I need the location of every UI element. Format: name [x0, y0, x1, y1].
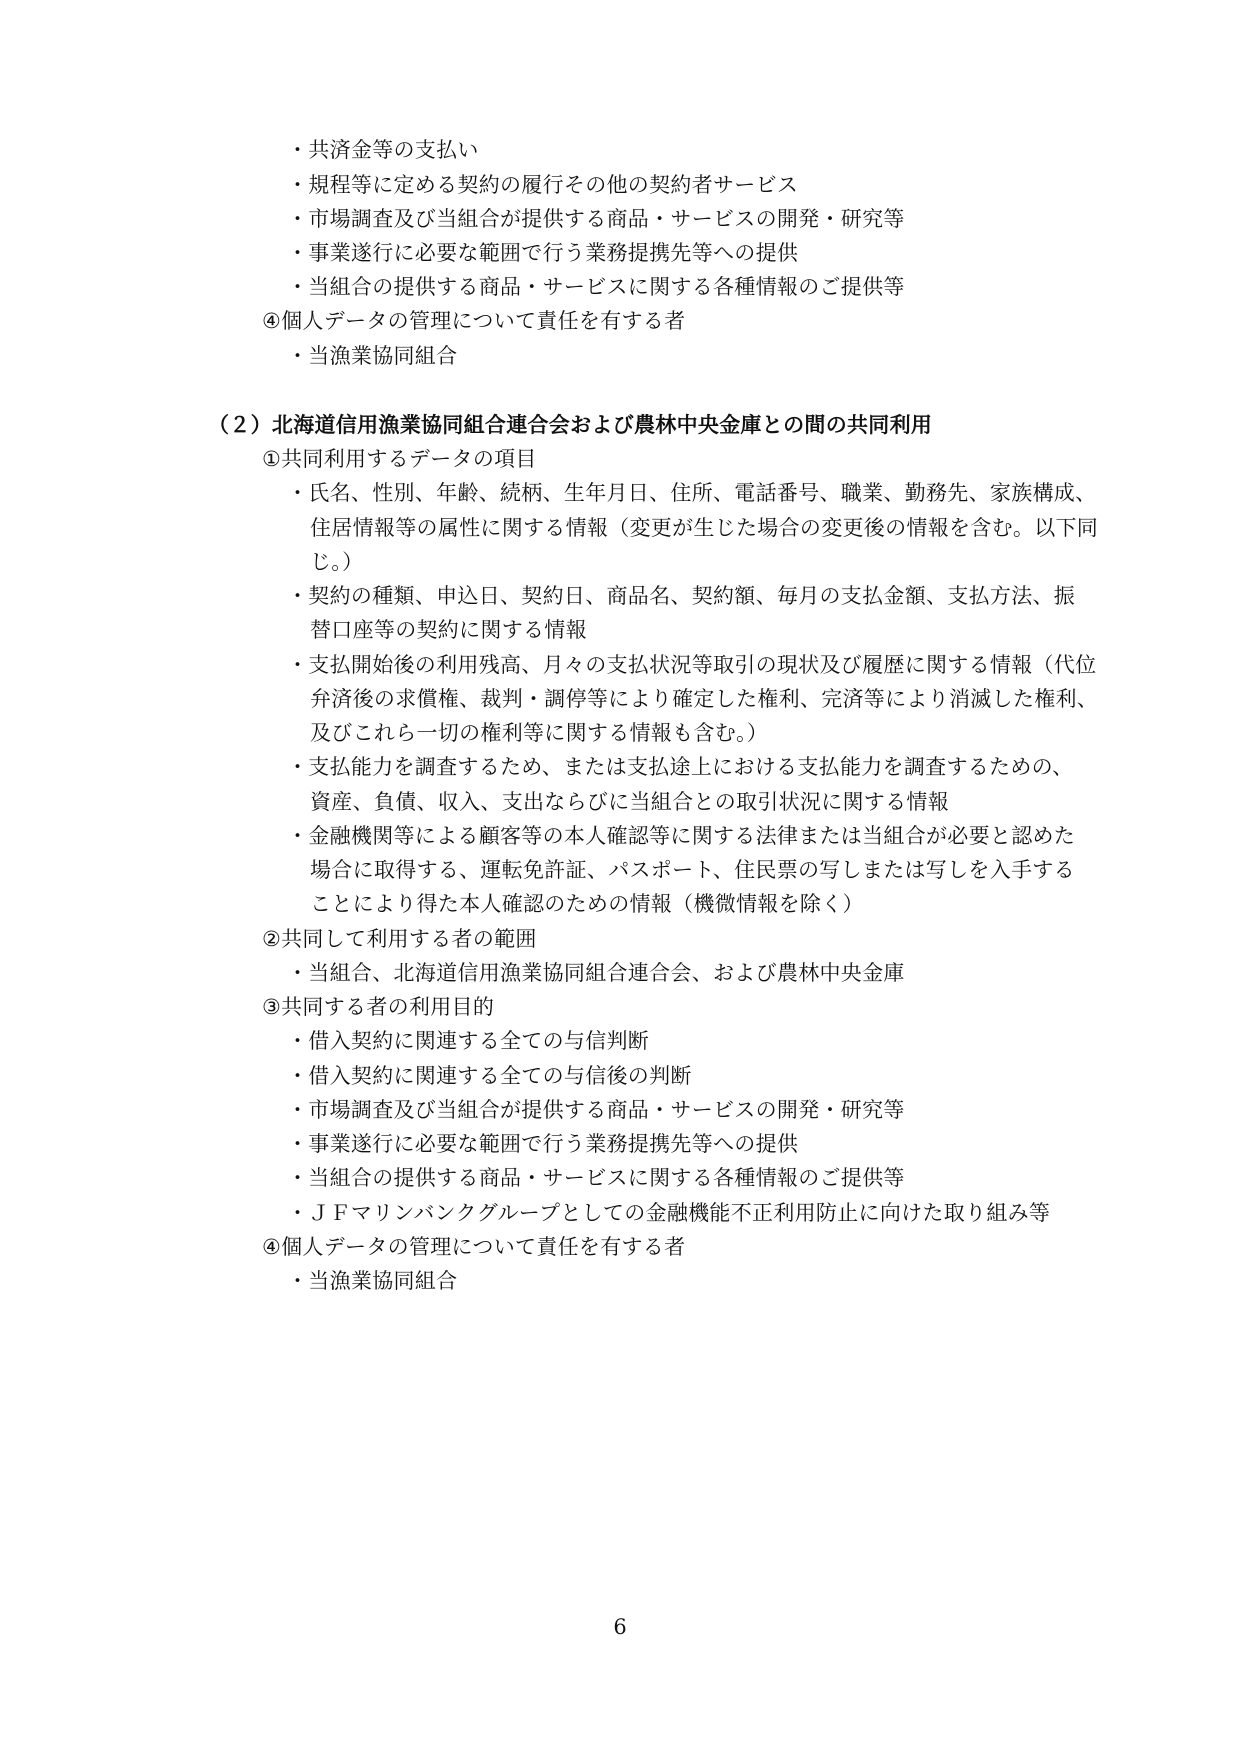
page-number: 6	[613, 1615, 627, 1639]
purpose-item: ・ＪＦマリンバンクグループとしての金融機能不正利用防止に向けた取り組み等	[287, 1201, 1051, 1225]
purpose-heading: ③共同する者の利用目的	[262, 995, 495, 1019]
section-heading: （２）北海道信用漁業協同組合連合会および農林中央金庫との間の共同利用	[208, 413, 933, 437]
data-item-line: ことにより得た本人確認のための情報（機微情報を除く）	[310, 892, 864, 916]
purpose-item: ・市場調査及び当組合が提供する商品・サービスの開発・研究等	[287, 1098, 905, 1122]
data-item-line: 資産、負債、収入、支出ならびに当組合との取引状況に関する情報	[310, 790, 949, 814]
data-item-line: ・契約の種類、申込日、契約日、商品名、契約額、毎月の支払金額、支払方法、振	[287, 584, 1076, 608]
manager-heading: ④個人データの管理について責任を有する者	[262, 1235, 686, 1259]
manager-item: ・当漁業協同組合	[287, 344, 458, 368]
manager-item: ・当漁業協同組合	[287, 1269, 458, 1293]
data-item-line: ・氏名、性別、年齢、続柄、生年月日、住所、電話番号、職業、勤務先、家族構成、	[287, 481, 1097, 505]
purpose-item: ・事業遂行に必要な範囲で行う業務提携先等への提供	[287, 1132, 799, 1156]
purpose-item: ・共済金等の支払い	[287, 138, 479, 162]
data-item-line: じ。）	[310, 550, 364, 574]
data-item-line: 住居情報等の属性に関する情報（変更が生じた場合の変更後の情報を含む。以下同	[310, 516, 1099, 540]
purpose-item: ・市場調査及び当組合が提供する商品・サービスの開発・研究等	[287, 207, 905, 231]
manager-heading: ④個人データの管理について責任を有する者	[262, 309, 686, 333]
purpose-item: ・借入契約に関連する全ての与信後の判断	[287, 1064, 692, 1088]
data-item-line: 弁済後の求償権、裁判・調停等により確定した権利、完済等により消滅した権利、	[310, 687, 1099, 711]
purpose-item: ・事業遂行に必要な範囲で行う業務提携先等への提供	[287, 241, 799, 265]
data-item-line: 及びこれら一切の権利等に関する情報も含む。）	[310, 721, 769, 745]
data-item-line: 替口座等の契約に関する情報	[310, 618, 587, 642]
purpose-item: ・借入契約に関連する全ての与信判断	[287, 1029, 650, 1053]
scope-heading: ②共同して利用する者の範囲	[262, 927, 537, 951]
scope-item: ・当組合、北海道信用漁業協同組合連合会、および農林中央金庫	[287, 961, 905, 985]
items-heading: ①共同利用するデータの項目	[262, 447, 537, 471]
purpose-item: ・当組合の提供する商品・サービスに関する各種情報のご提供等	[287, 275, 905, 299]
data-item-line: ・支払開始後の利用残高、月々の支払状況等取引の現状及び履歴に関する情報（代位	[287, 653, 1097, 677]
data-item-line: ・支払能力を調査するため、または支払途上における支払能力を調査するための、	[287, 755, 1074, 779]
purpose-item: ・当組合の提供する商品・サービスに関する各種情報のご提供等	[287, 1166, 905, 1190]
data-item-line: ・金融機関等による顧客等の本人確認等に関する法律または当組合が必要と認めた	[287, 824, 1076, 848]
data-item-line: 場合に取得する、運転免許証、パスポート、住民票の写しまたは写しを入手する	[310, 858, 1075, 882]
purpose-item: ・規程等に定める契約の履行その他の契約者サービス	[287, 173, 799, 197]
